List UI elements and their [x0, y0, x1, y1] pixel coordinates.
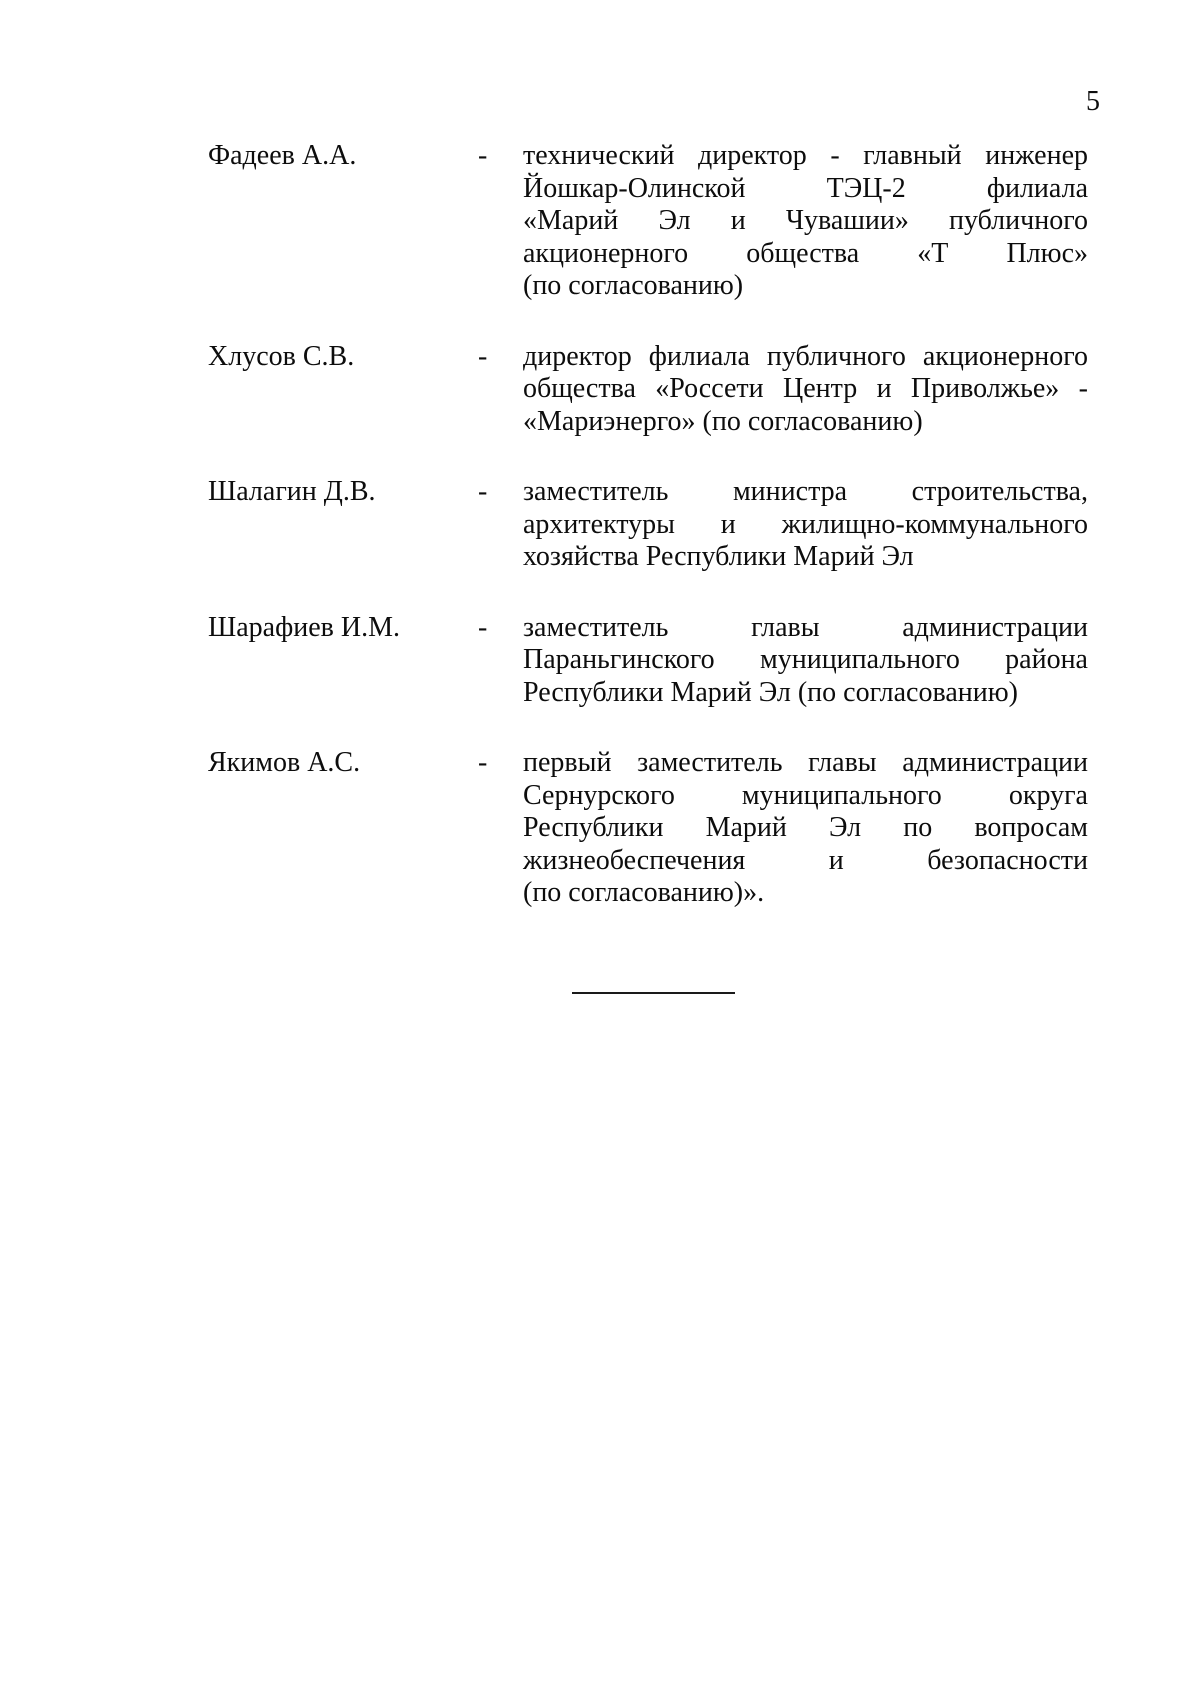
role-line: Сернурского муниципального округа [523, 779, 1088, 811]
role-line: директор филиала публичного акционерного [523, 340, 1088, 372]
member-entry [208, 747, 1088, 910]
role-line: хозяйства Республики Марий Эл [523, 541, 914, 572]
role-line: первый заместитель главы администрации [523, 747, 1088, 778]
member-role [523, 341, 1088, 439]
role-line: (по согласованию)». [523, 877, 765, 908]
role-line: заместитель главы администрации [523, 611, 1088, 643]
member-dash: - [478, 340, 488, 372]
member-entry [208, 341, 1088, 439]
role-line: заместитель министра строительства, [523, 476, 1088, 507]
member-name: Шалагин Д.В. [208, 476, 376, 507]
member-entry [208, 612, 1088, 710]
member-entry [208, 476, 1088, 574]
member-name: Шарафиев И.М. [208, 611, 400, 643]
end-of-list-rule [572, 992, 735, 994]
member-dash: - [478, 476, 488, 507]
member-dash: - [478, 747, 488, 778]
member-role [523, 612, 1088, 710]
member-name: Якимов А.С. [208, 747, 361, 778]
member-dash: - [478, 611, 488, 643]
member-name: Хлусов С.В. [208, 340, 355, 372]
role-line: технический директор - главный инженер [523, 140, 1088, 171]
member-dash: - [478, 140, 488, 171]
role-line: общества «Россети Центр и Приволжье» - [523, 373, 1088, 404]
role-line: акционерного общества «Т Плюс» [523, 237, 1088, 269]
member-role [523, 476, 1088, 574]
role-line: «Мариэнерго» (по согласованию) [523, 405, 923, 437]
member-role [523, 747, 1088, 910]
role-line: «Марий Эл и Чувашии» публичного [523, 205, 1088, 236]
role-line: Республики Марий Эл (по согласованию) [523, 676, 1018, 708]
role-line: Республики Марий Эл по вопросам [523, 812, 1088, 843]
role-line: (по согласованию) [523, 270, 744, 301]
member-entry [208, 140, 1088, 303]
role-line: Параньгинского муниципального района [523, 644, 1088, 675]
member-name: Фадеев А.А. [208, 140, 357, 171]
role-line: архитектуры и жилищно-коммунального [523, 508, 1088, 540]
member-role [523, 140, 1088, 303]
role-line: жизнеобеспечения и безопасности [523, 844, 1088, 876]
page-number: 5 [1086, 86, 1100, 117]
role-line: Йошкар-Олинской ТЭЦ-2 филиала [523, 172, 1088, 204]
member-list [208, 140, 1088, 948]
